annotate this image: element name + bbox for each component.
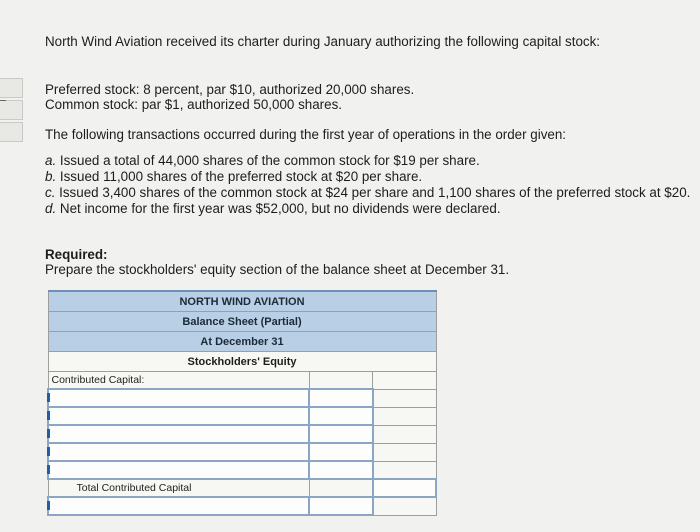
stock-info (45, 82, 685, 112)
amount-input[interactable] (309, 407, 372, 425)
amount-input[interactable] (309, 497, 372, 515)
input-marker (47, 465, 50, 474)
amount-cell (373, 389, 437, 407)
amount-cell (373, 497, 437, 515)
required-section (45, 247, 685, 277)
account-input[interactable] (48, 425, 309, 443)
amount-input[interactable] (309, 425, 372, 443)
amount-cell (373, 425, 437, 443)
table-row (48, 497, 436, 515)
common-stock-info: Common stock: par $1, authorized 50,000 shares. (45, 97, 342, 112)
account-input[interactable] (48, 443, 309, 461)
table-row (48, 372, 436, 390)
total-amount-input[interactable] (373, 479, 437, 497)
margin-dash (0, 100, 6, 101)
amount-cell (309, 479, 372, 497)
transaction-item: a. Issued a total of 44,000 shares of the common stock for $19 per share. (45, 153, 480, 168)
sheet-header-row (48, 312, 436, 332)
statement-date: At December 31 (48, 332, 436, 352)
left-margin-markers (0, 78, 23, 144)
required-text: Prepare the stockholders' equity section of the balance sheet at December 31. (45, 262, 510, 277)
problem-intro: North Wind Aviation received its charter during January authorizing the following capital stock: (45, 34, 601, 49)
amount-cell (373, 407, 437, 425)
section-title: Stockholders' Equity (48, 352, 436, 372)
table-row (48, 407, 436, 425)
transactions-intro: The following transactions occurred during the first year of operations in the order given: (45, 127, 567, 142)
amount-cell (373, 372, 437, 390)
sheet-header-row (48, 291, 436, 312)
statement-title: Balance Sheet (Partial) (48, 312, 436, 332)
amount-input[interactable] (309, 443, 372, 461)
transaction-item: d. Net income for the first year was $52,000, but no dividends were declared. (45, 201, 501, 216)
account-input[interactable] (48, 497, 309, 515)
company-name: NORTH WIND AVIATION (48, 291, 436, 312)
margin-marker (0, 78, 23, 98)
preferred-stock-info: Preferred stock: 8 percent, par $10, authorized 20,000 shares. (45, 82, 415, 97)
contributed-capital-label: Contributed Capital: (48, 372, 309, 390)
amount-cell (373, 443, 437, 461)
input-marker (47, 501, 50, 510)
amount-cell (373, 461, 437, 479)
required-title: Required: (45, 247, 108, 262)
table-row (48, 443, 436, 461)
margin-marker (0, 122, 23, 142)
total-contributed-capital-label: Total Contributed Capital (48, 479, 309, 497)
amount-input[interactable] (309, 461, 372, 479)
sheet-header-row (48, 352, 436, 372)
input-marker (47, 447, 50, 456)
table-row (48, 461, 436, 479)
margin-marker (0, 100, 23, 120)
transactions-list (45, 153, 691, 217)
account-input[interactable] (48, 407, 309, 425)
account-input[interactable] (48, 461, 309, 479)
transaction-item: b. Issued 11,000 shares of the preferred stock at $20 per share. (45, 169, 423, 184)
input-marker (47, 393, 50, 402)
account-input[interactable] (48, 389, 309, 407)
problem-content (45, 34, 691, 277)
table-row (48, 425, 436, 443)
transaction-item: c. Issued 3,400 shares of the common stock at $24 per share and 1,100 shares of the preferred stock at $20. (45, 185, 691, 200)
input-marker (47, 411, 50, 420)
sheet-header-row (48, 332, 436, 352)
balance-sheet-table (47, 290, 437, 516)
amount-input[interactable] (309, 389, 372, 407)
table-row (48, 479, 436, 497)
table-row (48, 389, 436, 407)
input-marker (47, 429, 50, 438)
amount-cell (309, 372, 372, 390)
